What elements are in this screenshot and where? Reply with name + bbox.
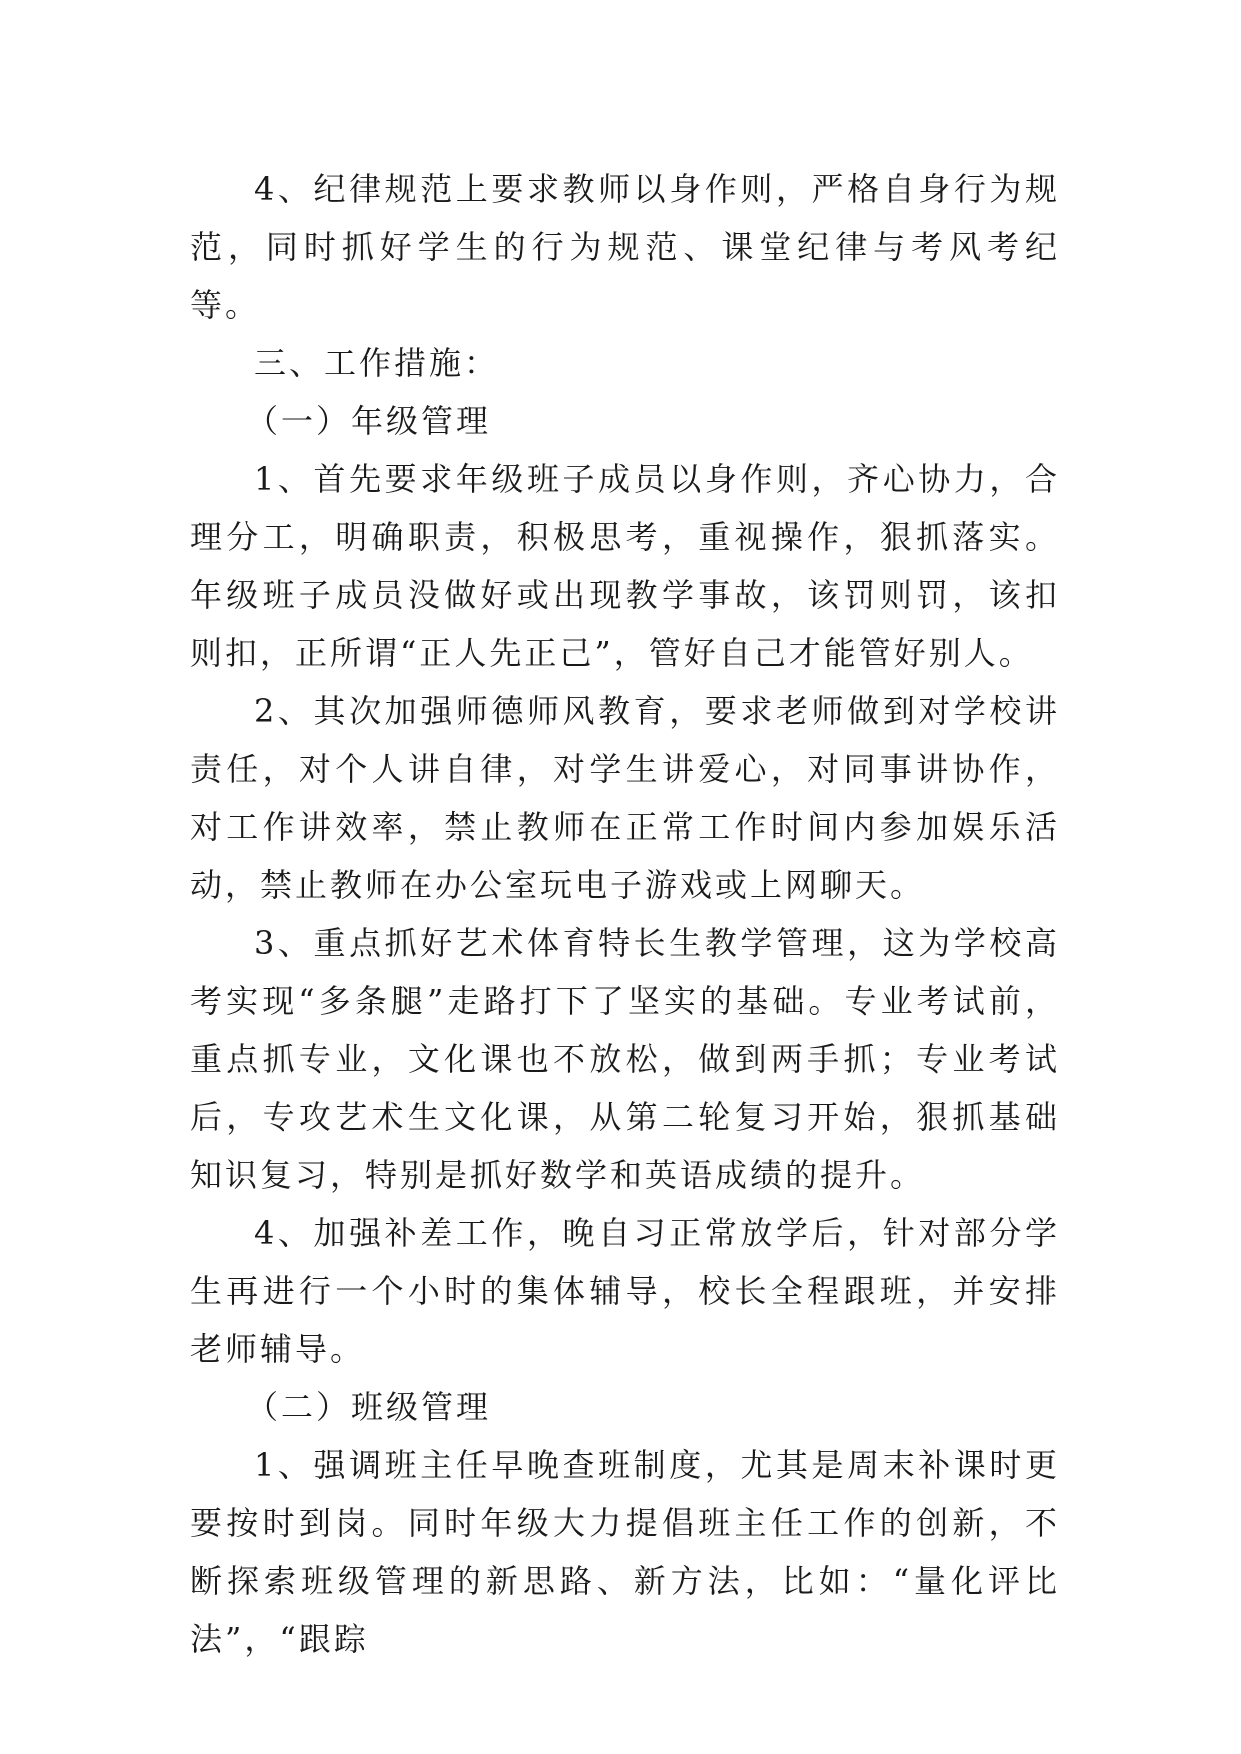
paragraph-grade-3: 3、重点抓好艺术体育特长生教学管理，这为学校高考实现“多条腿”走路打下了坚实的基础。专业考试前，重点抓专业，文化课也不放松，做到两手抓；专业考试后，专攻艺术生文化课，从第二轮复习开始，狠抓基础知识复习，特别是抓好数学和英语成绩的提升。 [190, 924, 1060, 1194]
paragraph-class-1: 1、强调班主任早晚查班制度，尤其是周末补课时更要按时到岗。同时年级大力提倡班主任工作的创新，不断探索班级管理的新思路、新方法，比如：“量化评比法”，“跟踪 [190, 1446, 1060, 1658]
subsection-heading-class-management: （二）班级管理 [246, 1388, 492, 1426]
paragraph-grade-2: 2、其次加强师德师风教育，要求老师做到对学校讲责任，对个人讲自律，对学生讲爱心，对同事讲协作，对工作讲效率，禁止教师在正常工作时间内参加娱乐活动，禁止教师在办公室玩电子游戏或上网聊天。 [190, 692, 1060, 904]
section-heading-work-measures: 三、工作措施： [254, 344, 500, 382]
paragraph-grade-1: 1、首先要求年级班子成员以身作则，齐心协力，合理分工，明确职责，积极思考，重视操作，狠抓落实。年级班子成员没做好或出现教学事故，该罚则罚，该扣则扣，正所谓“正人先正己”，管好自己才能管好别人。 [190, 460, 1060, 672]
document-body [190, 160, 1060, 1668]
paragraph-discipline: 4、纪律规范上要求教师以身作则，严格自身行为规范，同时抓好学生的行为规范、课堂纪律与考风考纪等。 [190, 170, 1060, 324]
subsection-heading-grade-management: （一）年级管理 [246, 402, 492, 440]
paragraph-grade-4: 4、加强补差工作，晚自习正常放学后，针对部分学生再进行一个小时的集体辅导，校长全程跟班，并安排老师辅导。 [190, 1214, 1060, 1368]
